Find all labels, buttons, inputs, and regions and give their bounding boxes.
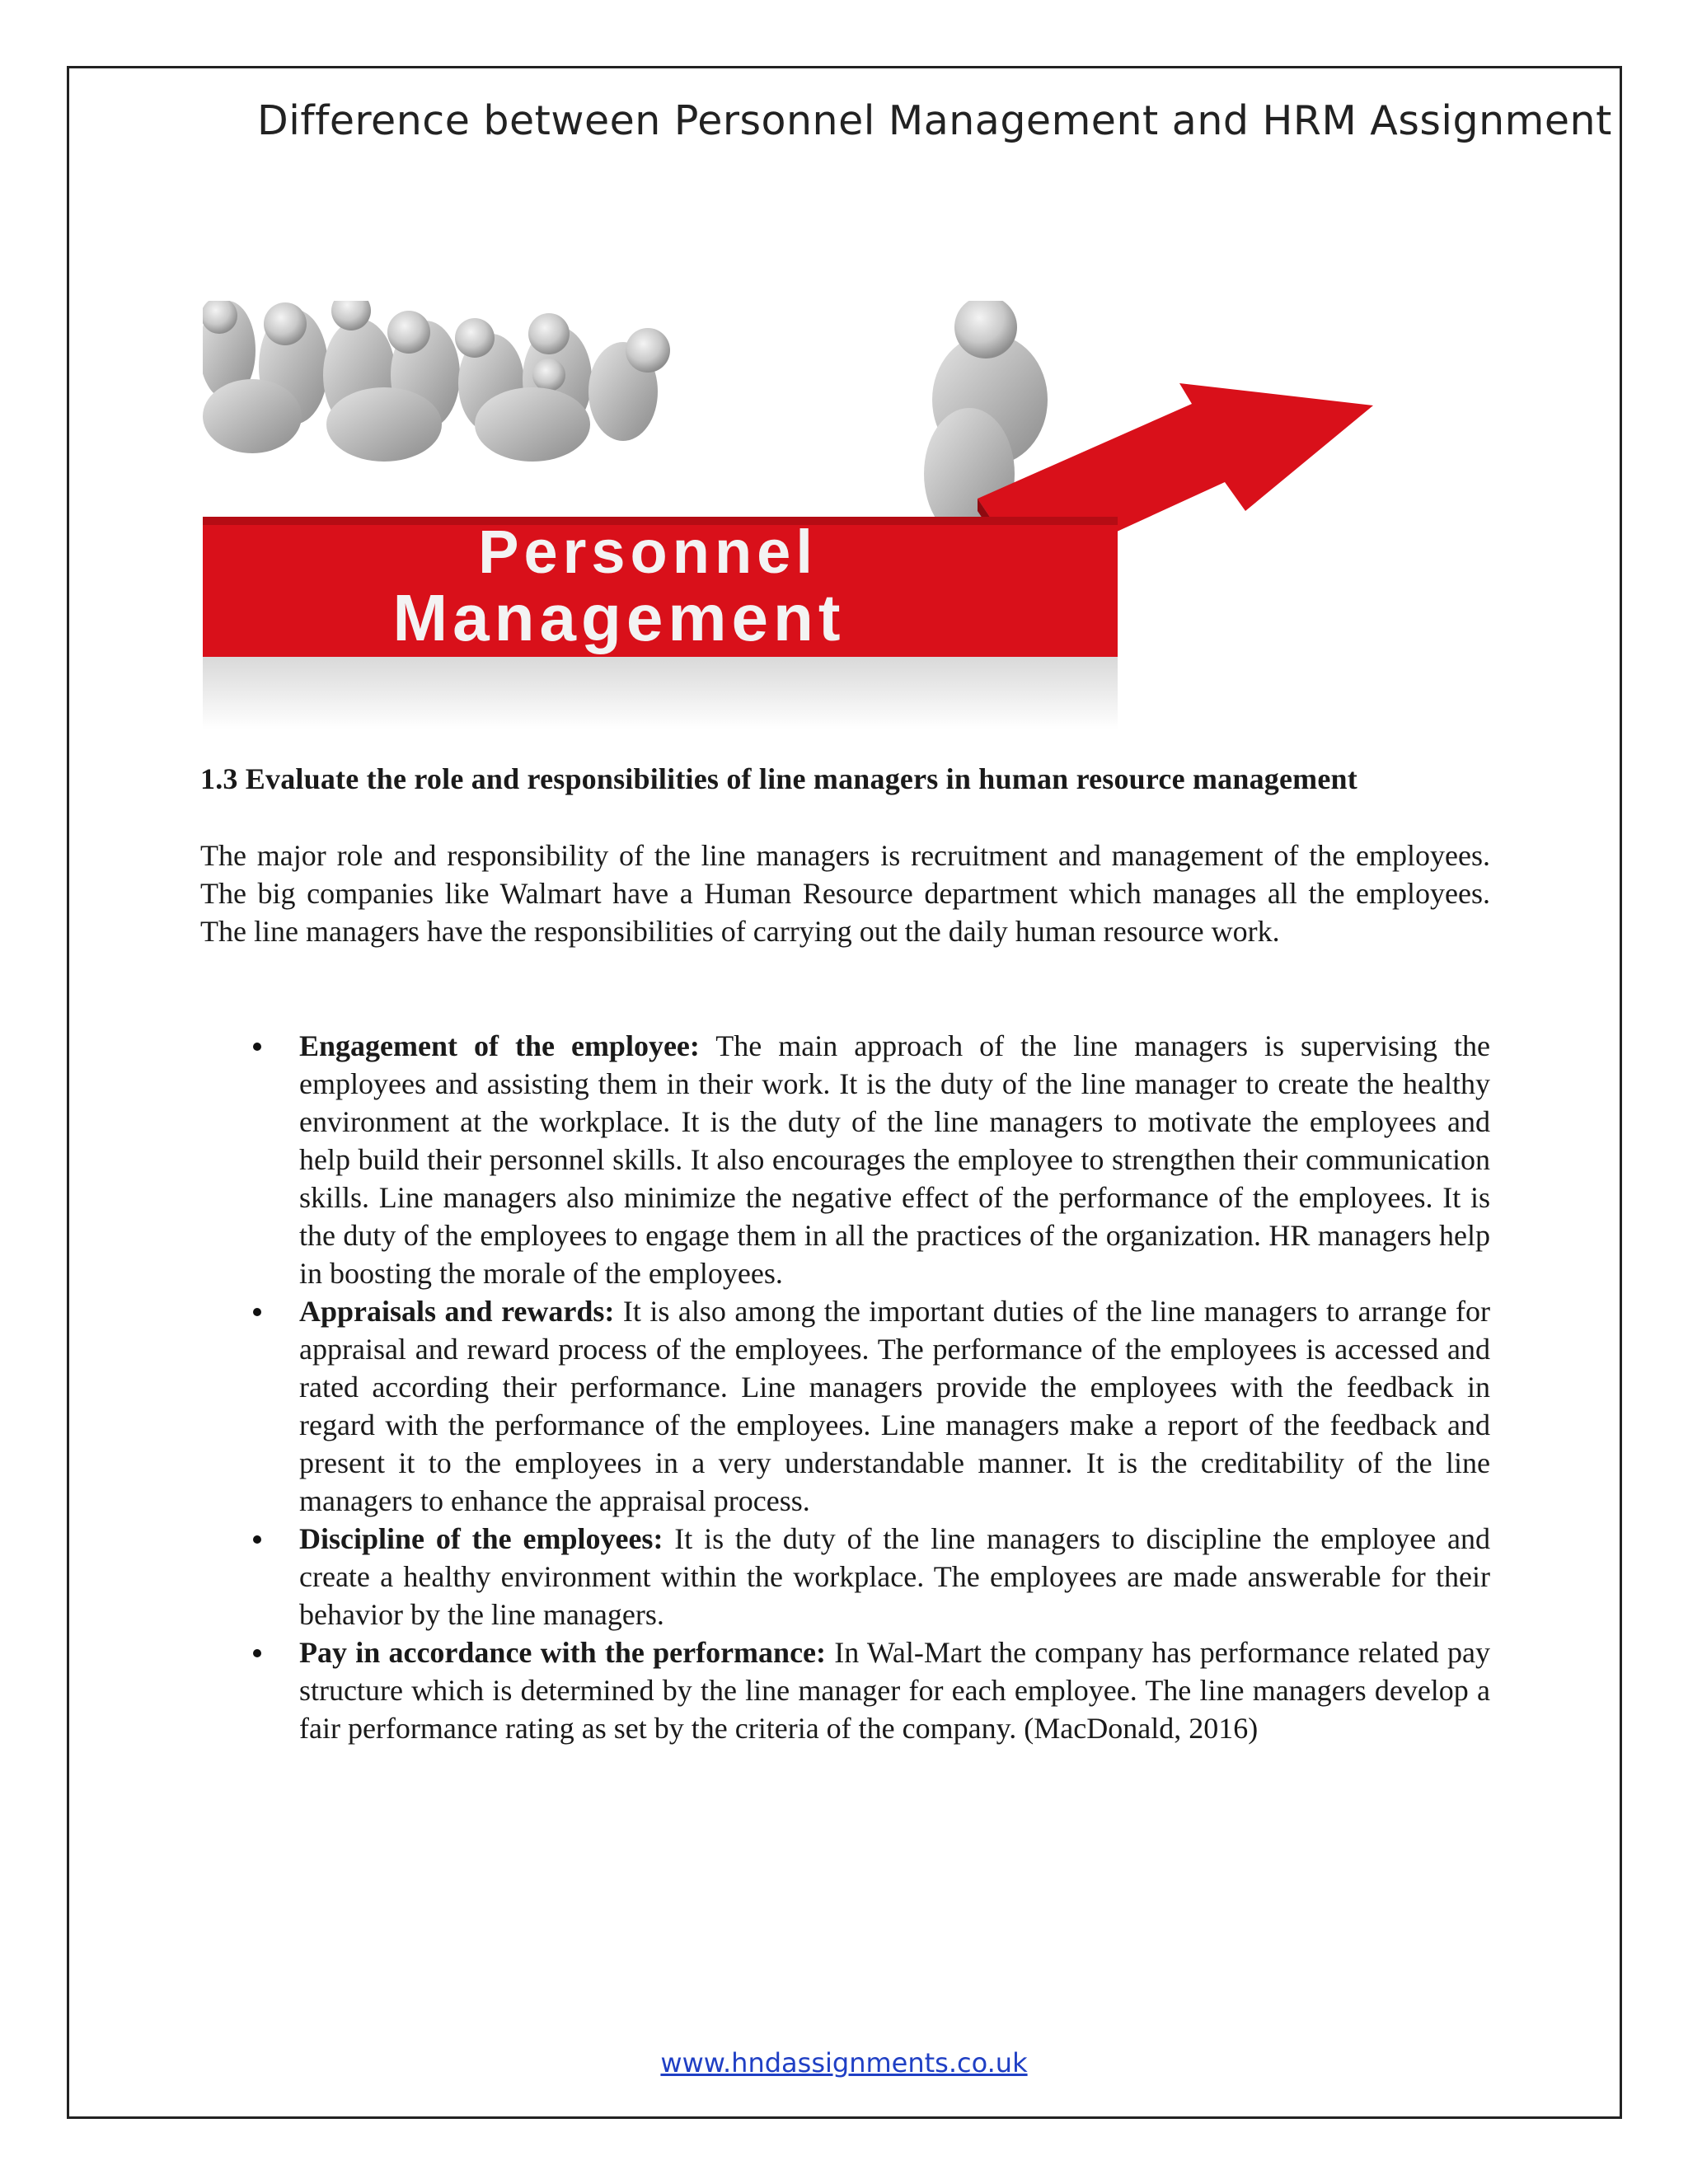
list-item <box>200 1633 1490 1747</box>
bullet-term: Appraisals and rewards: <box>299 1295 615 1328</box>
bullet-dot-icon <box>253 1308 261 1316</box>
bullet-text: It is the duty of the line managers to discipline the employee and create a healthy environment within the workplace. The employees are made answerable for their behavior by the line managers. <box>299 1522 1490 1631</box>
section-heading: 1.3 Evaluate the role and responsibilities of line managers in human resource management <box>200 762 1357 795</box>
footer-website-link[interactable]: www.hndassignments.co.uk <box>660 2047 1028 2079</box>
bullet-dot-icon <box>253 1043 261 1051</box>
list-item <box>200 1520 1490 1633</box>
banner-line2: Management <box>392 581 846 654</box>
bullet-text: In Wal-Mart the company has performance related pay structure which is determined by the line manager for each employee. The line managers develop a fair performance rating as set by the criteria of the company. (MacDonald, 2016) <box>299 1636 1490 1745</box>
list-item <box>200 1292 1490 1520</box>
bullet-text: The main approach of the line managers is supervising the employees and assisting them in their work. It is the duty of the line manager to create the healthy environment at the workplace. It is the duty of the line managers to motivate the employees and help build their personnel skills. It also encourages the employee to strengthen their communication skills. Line managers also minimize the negative effect of the performance of the employees. It is the duty of the employees to engage them in all the practices of the organization. HR managers help in boosting the morale of the employees. <box>299 1029 1490 1290</box>
bullet-dot-icon <box>253 1649 261 1657</box>
bullet-term: Pay in accordance with the performance: <box>299 1636 827 1669</box>
bullet-term: Engagement of the employee: <box>299 1029 700 1062</box>
page-title: Difference between Personnel Management and HRM Assignment <box>257 97 1612 144</box>
crowd-figures <box>203 301 670 462</box>
banner-line1: Personnel <box>478 518 818 586</box>
bullet-text: It is also among the important duties of the line managers to arrange for appraisal and reward process of the employees. The performance of the employees is accessed and rated according their performance. Line managers provide the employees with the feedback in regard with the performance of the employees. Line managers make a report of the feedback and present it to the employees in a very understandable manner. It is the creditability of the line managers to enhance the appraisal process. <box>299 1295 1491 1517</box>
intro-paragraph: The major role and responsibility of the line managers is recruitment and management of the employees. The big companies like Walmart have a Human Resource department which manages all the employees. The line managers have the responsibilities of carrying out the daily human resource work. <box>200 839 1490 948</box>
personnel-management-illustration <box>203 301 1381 729</box>
list-item <box>200 1027 1490 1292</box>
bullet-term: Discipline of the employees: <box>299 1522 663 1555</box>
bullet-dot-icon <box>253 1535 261 1544</box>
responsibility-list <box>200 1027 1490 1747</box>
